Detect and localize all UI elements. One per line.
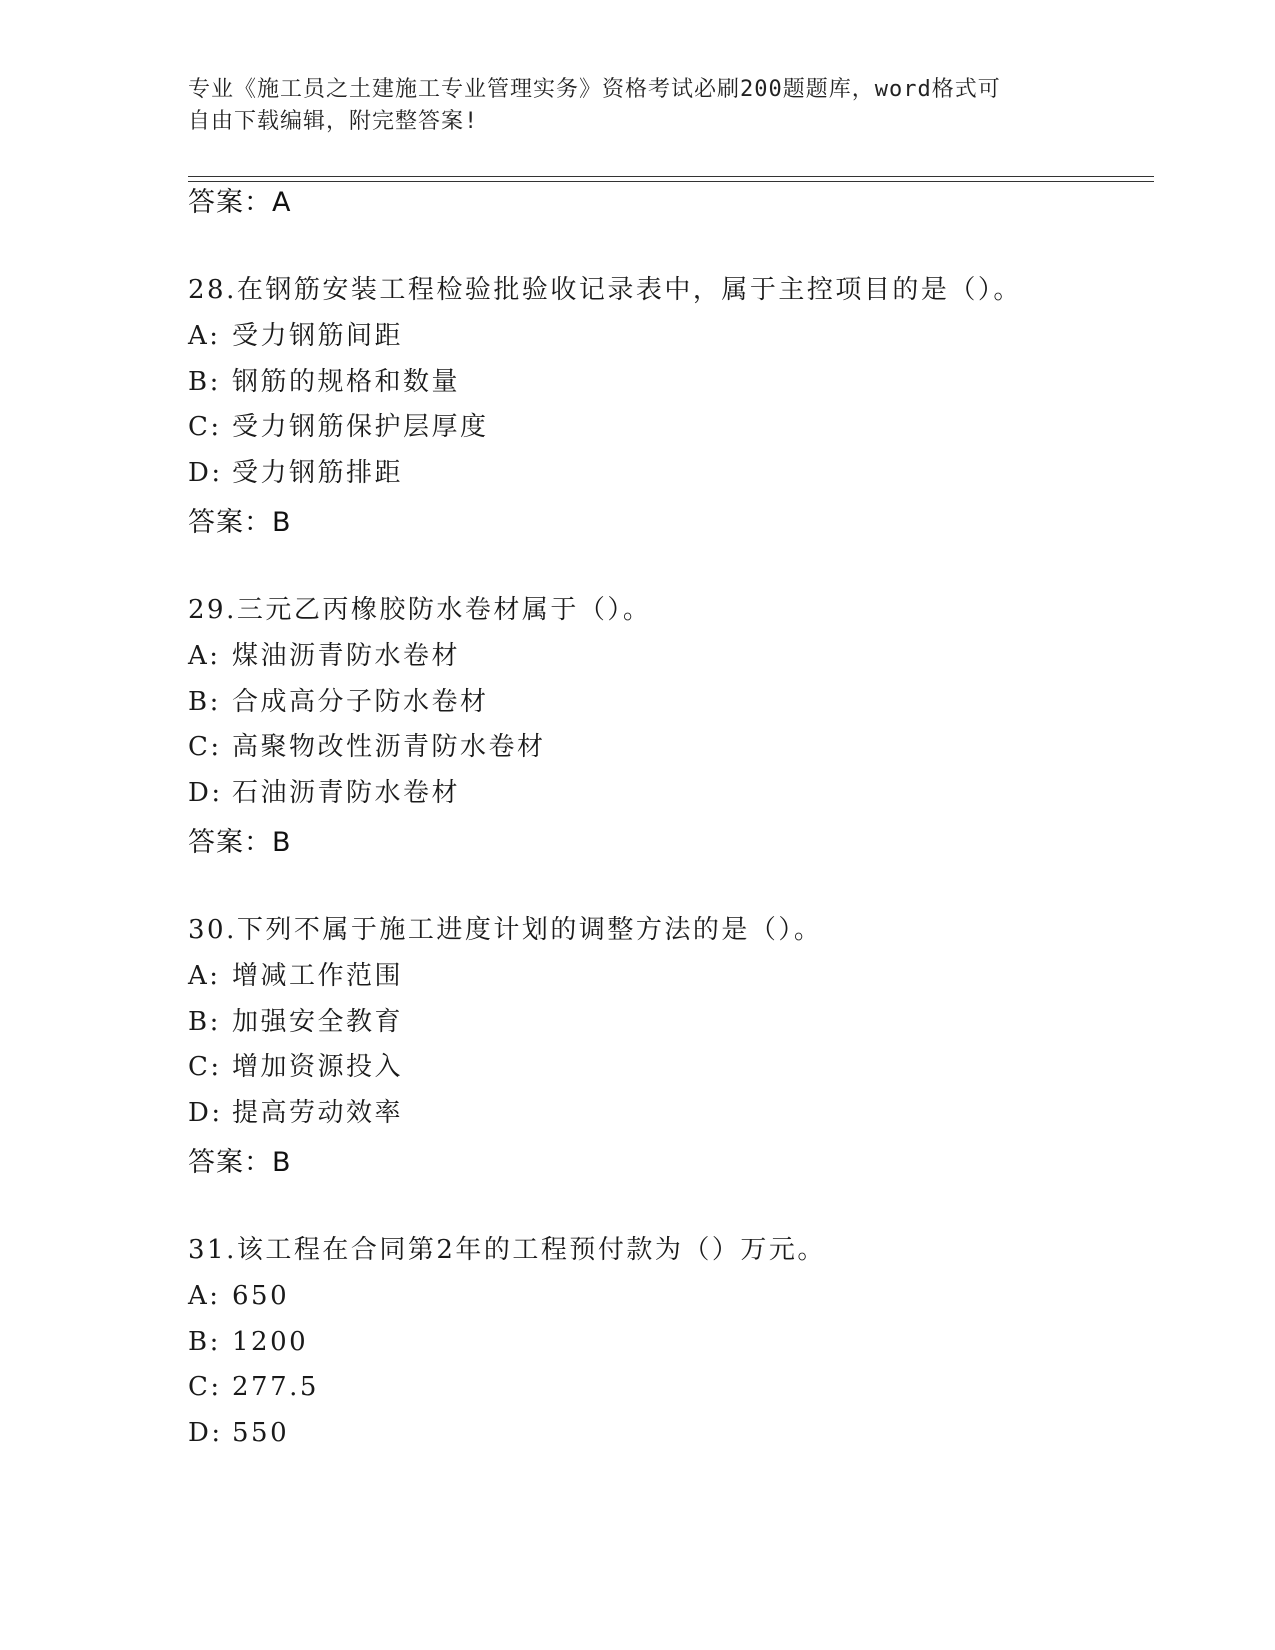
option-letter: A: xyxy=(188,321,221,351)
header-divider-bottom xyxy=(188,181,1154,182)
option-text: 石油沥青防水卷材 xyxy=(232,777,461,808)
header-line-2: 自由下载编辑，附完整答案! xyxy=(188,109,479,134)
option-letter: D: xyxy=(188,777,223,808)
header-line-1: 专业《施工员之土建施工专业管理实务》资格考试必刷200题题库，word格式可 xyxy=(188,77,1001,102)
option-b xyxy=(188,365,1022,411)
option-text: 煤油沥青防水卷材 xyxy=(232,641,461,671)
option-letter: C: xyxy=(188,412,222,442)
option-text: 受力钢筋间距 xyxy=(232,321,404,351)
option-a xyxy=(188,319,1022,365)
answer-30: 答案：B xyxy=(188,1147,292,1178)
question-29 xyxy=(188,593,651,821)
answer-29: 答案：B xyxy=(188,827,292,858)
question-text: 31.该工程在合同第2年的工程预付款为（）万元。 xyxy=(188,1235,826,1265)
question-text: 29.三元乙丙橡胶防水卷材属于（）。 xyxy=(188,595,652,625)
option-d xyxy=(188,1096,822,1142)
header-divider-top xyxy=(188,176,1154,177)
option-text: 合成高分子防水卷材 xyxy=(232,686,489,717)
option-text: 550 xyxy=(232,1417,290,1448)
option-text: 提高劳动效率 xyxy=(232,1097,404,1128)
option-text: 277.5 xyxy=(232,1372,319,1402)
option-c xyxy=(188,1370,826,1416)
option-text: 受力钢筋保护层厚度 xyxy=(232,412,489,442)
answer-27: 答案：A xyxy=(188,187,292,218)
option-text: 高聚物改性沥青防水卷材 xyxy=(232,732,546,762)
option-a xyxy=(188,959,822,1005)
option-letter: A: xyxy=(188,641,221,671)
answer-28: 答案：B xyxy=(188,507,292,538)
question-text: 28.在钢筋安装工程检验批验收记录表中，属于主控项目的是（）。 xyxy=(188,275,1022,305)
option-letter: C: xyxy=(188,732,222,762)
option-letter: C: xyxy=(188,1052,222,1082)
option-c xyxy=(188,410,1022,456)
option-letter: D: xyxy=(188,1097,223,1128)
option-letter: C: xyxy=(188,1372,222,1402)
option-letter: A: xyxy=(188,961,221,991)
option-text: 增减工作范围 xyxy=(232,961,404,991)
option-text: 1200 xyxy=(232,1326,309,1357)
option-letter: B: xyxy=(188,1006,221,1037)
option-a xyxy=(188,639,651,685)
option-letter: B: xyxy=(188,366,221,397)
option-d xyxy=(188,1416,826,1462)
option-letter: A: xyxy=(188,1281,221,1311)
option-text: 受力钢筋排距 xyxy=(232,457,404,488)
option-text: 650 xyxy=(232,1281,290,1311)
option-a xyxy=(188,1279,826,1325)
option-c xyxy=(188,730,651,776)
question-28 xyxy=(188,273,1022,501)
option-text: 增加资源投入 xyxy=(232,1052,404,1082)
option-d xyxy=(188,776,651,822)
option-letter: B: xyxy=(188,1326,221,1357)
question-31 xyxy=(188,1233,826,1461)
question-30 xyxy=(188,913,822,1141)
option-c xyxy=(188,1050,822,1096)
option-letter: D: xyxy=(188,457,223,488)
option-text: 钢筋的规格和数量 xyxy=(232,366,461,397)
document-header xyxy=(188,74,1068,138)
option-letter: B: xyxy=(188,686,221,717)
option-d xyxy=(188,456,1022,502)
option-text: 加强安全教育 xyxy=(232,1006,404,1037)
option-b xyxy=(188,1005,822,1051)
option-b xyxy=(188,685,651,731)
question-text: 30.下列不属于施工进度计划的调整方法的是（）。 xyxy=(188,915,823,945)
option-b xyxy=(188,1325,826,1371)
option-letter: D: xyxy=(188,1417,223,1448)
